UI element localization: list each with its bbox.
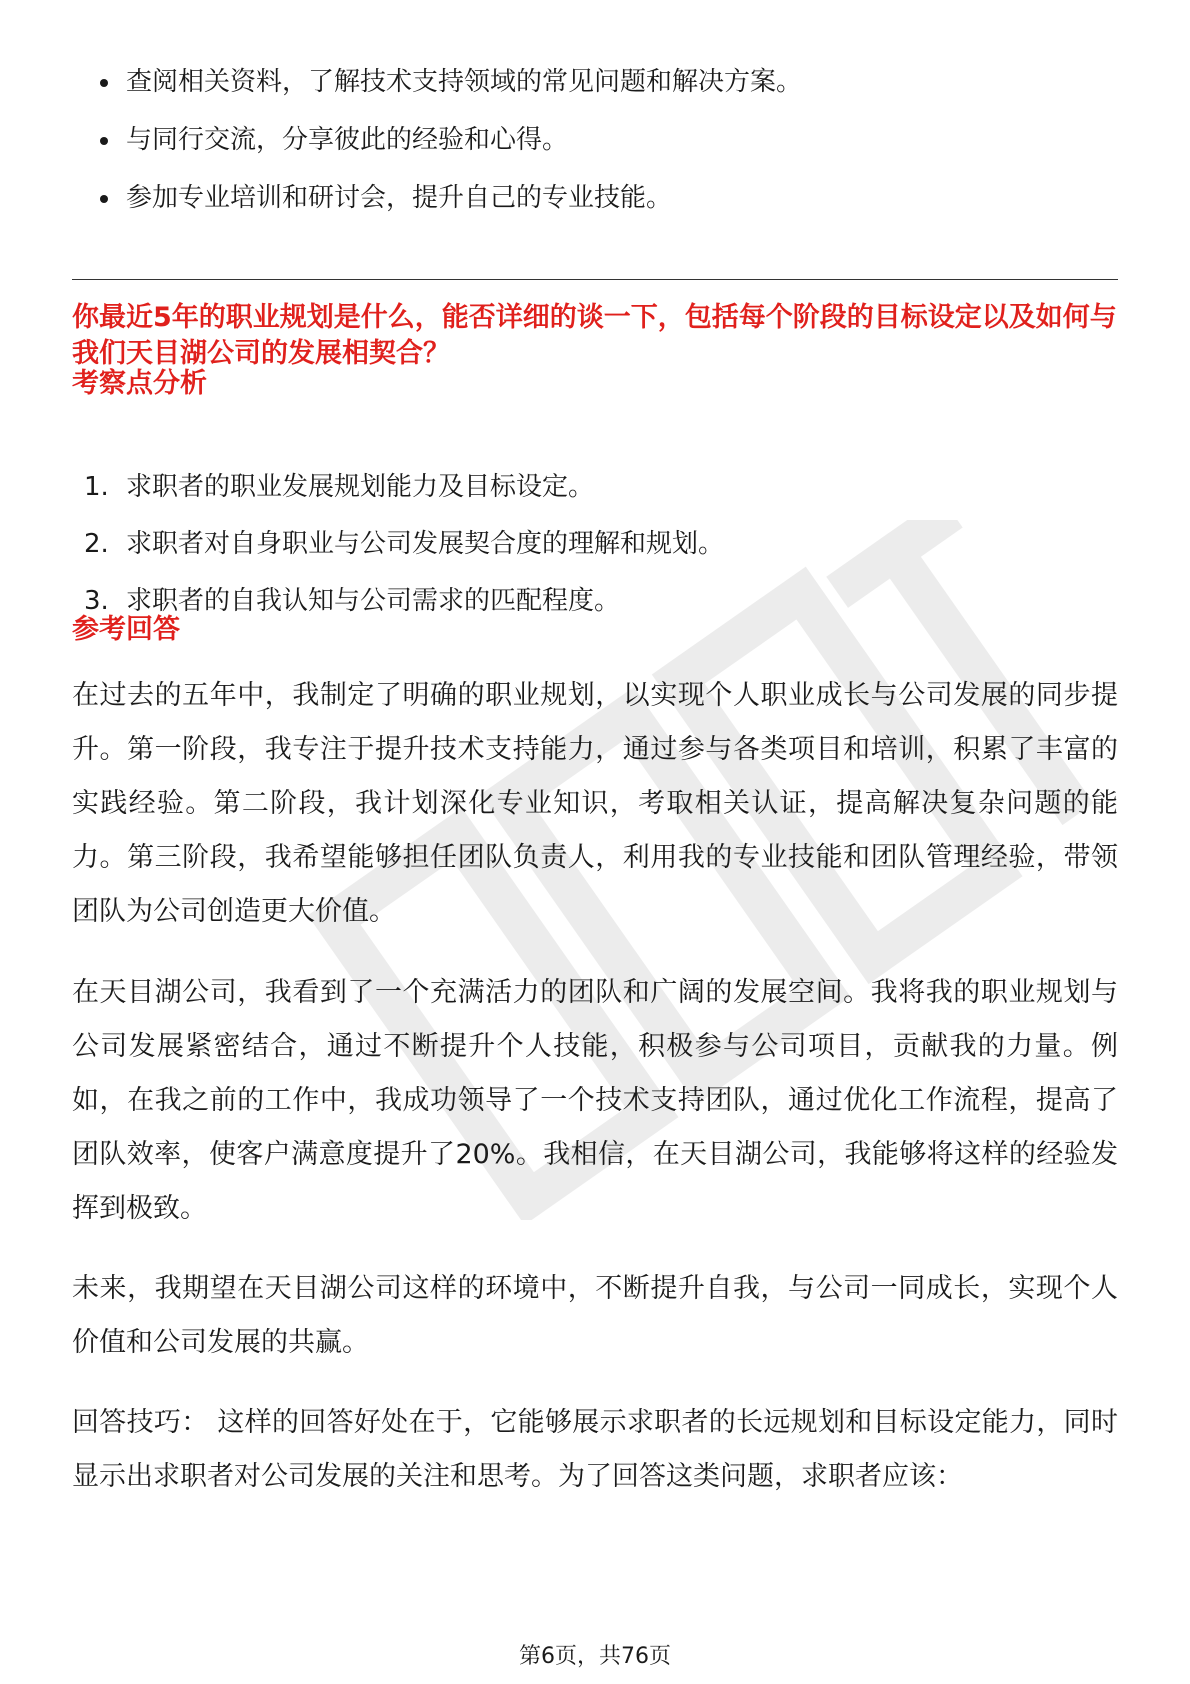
list-item: 参加专业培训和研讨会，提升自己的专业技能。 — [72, 174, 1118, 232]
list-item: 查阅相关资料，了解技术支持领域的常见问题和解决方案。 — [72, 58, 1118, 116]
document-page — [72, 0, 1118, 1684]
list-item: 1. 求职者的职业发展规划能力及目标设定。 — [84, 472, 595, 502]
answer-paragraph: 在天目湖公司，我看到了一个充满活力的团队和广阔的发展空间。我将我的职业规划与公司发展紧密结合，通过不断提升个人技能，积极参与公司项目，贡献我的力量。例如，在我之前的工作中，我成功领导了一个技术支持团队，通过优化工作流程，提高了团队效率，使客户满意度提升了20%。我相信，在天目湖公司，我能够将这样的经验发挥到极致。 — [72, 977, 1118, 1224]
bullet-icon — [100, 137, 108, 145]
answer-paragraph: 未来，我期望在天目湖公司这样的环境中，不断提升自我，与公司一同成长，实现个人价值和公司发展的共赢。 — [72, 1273, 1118, 1358]
answer-heading: 参考回答 — [72, 614, 180, 645]
answer-paragraph: 在过去的五年中，我制定了明确的职业规划，以实现个人职业成长与公司发展的同步提升。第一阶段，我专注于提升技术支持能力，通过参与各类项目和培训，积累了丰富的实践经验。第二阶段，我计划深化专业知识，考取相关认证，提高解决复杂问题的能力。第三阶段，我希望能够担任团队负责人，利用我的专业技能和团队管理经验，带领团队为公司创造更大价值。 — [72, 680, 1118, 927]
list-item: 2. 求职者对自身职业与公司发展契合度的理解和规划。 — [84, 529, 725, 559]
list-item: 与同行交流，分享彼此的经验和心得。 — [72, 116, 1118, 174]
bullet-icon — [100, 195, 108, 203]
bullet-icon — [100, 79, 108, 87]
list-item: 3. 求职者的自我认知与公司需求的匹配程度。 — [84, 586, 621, 616]
interview-question: 你最近5年的职业规划是什么，能否详细的谈一下，包括每个阶段的目标设定以及如何与我们天目湖公司的发展相契合？ — [72, 302, 1117, 369]
analysis-list — [72, 465, 1118, 636]
page-number: 第6页，共76页 — [519, 1644, 671, 1669]
analysis-heading: 考察点分析 — [72, 368, 207, 399]
tips-bullet-list — [72, 58, 1118, 232]
answer-tips-paragraph: 回答技巧： 这样的回答好处在于，它能够展示求职者的长远规划和目标设定能力，同时显示出求职者对公司发展的关注和思考。为了回答这类问题，求职者应该： — [72, 1407, 1118, 1492]
section-divider — [72, 279, 1118, 280]
